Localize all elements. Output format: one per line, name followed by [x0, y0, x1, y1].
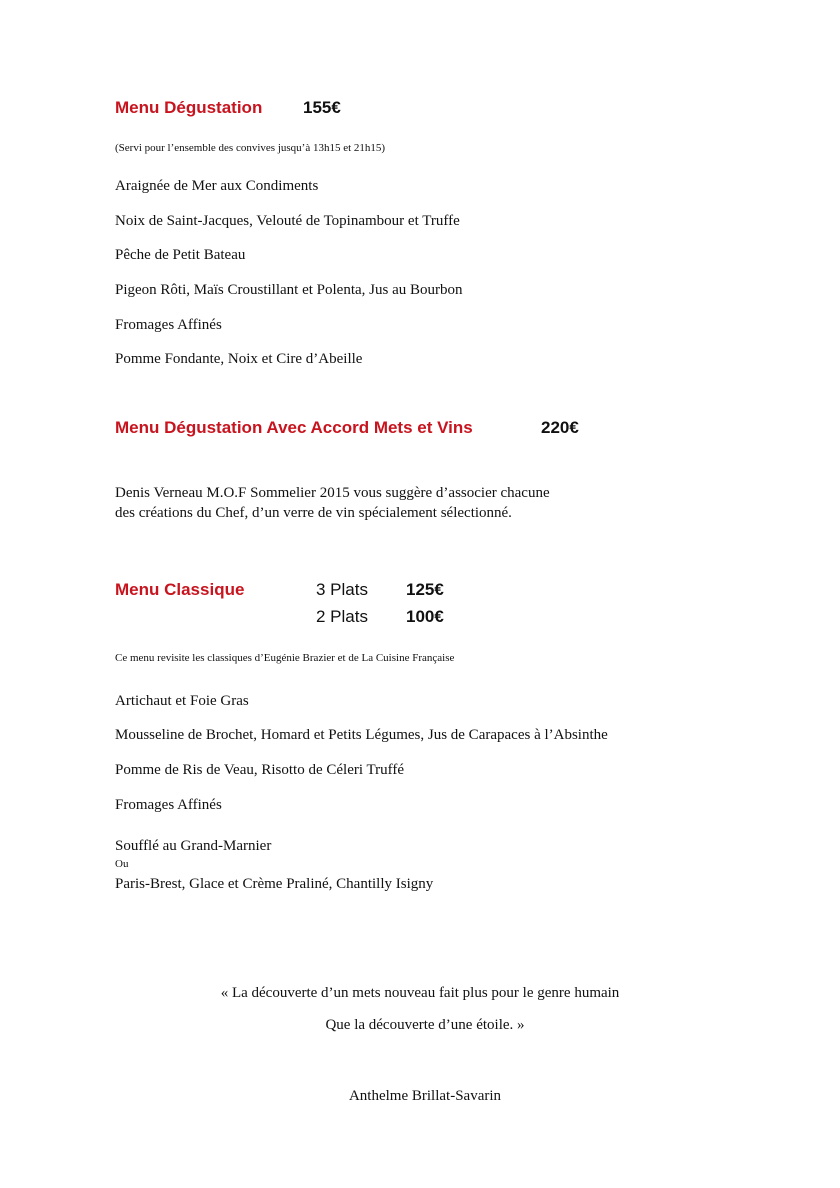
quote-line-1: « La découverte d’un mets nouveau fait plus pour le genre humain	[220, 985, 620, 1001]
accord-text-line-1: Denis Verneau M.O.F Sommelier 2015 vous suggère d’associer chacune	[115, 485, 550, 501]
dish-item: Pomme de Ris de Veau, Risotto de Céleri Truffé	[115, 762, 405, 778]
degustation-note: (Servi pour l’ensemble des convives jusqu’à 13h15 et 21h15)	[115, 142, 386, 154]
accord-title: Menu Dégustation Avec Accord Mets et Vins	[115, 418, 473, 437]
dessert-item: Soufflé au Grand-Marnier	[115, 838, 272, 854]
accord-price: 220€	[541, 418, 579, 437]
quote-author: Anthelme Brillat-Savarin	[348, 1088, 502, 1104]
dish-item: Araignée de Mer aux Condiments	[115, 178, 319, 194]
dish-item: Noix de Saint-Jacques, Velouté de Topinambour et Truffe	[115, 213, 460, 229]
dish-item: Artichaut et Foie Gras	[115, 693, 249, 709]
dish-item: Pomme Fondante, Noix et Cire d’Abeille	[115, 351, 363, 367]
classique-note: Ce menu revisite les classiques d’Eugénie Brazier et de La Cuisine Française	[115, 652, 455, 664]
dish-item: Pigeon Rôti, Maïs Croustillant et Polenta, Jus au Bourbon	[115, 282, 463, 298]
classique-title: Menu Classique	[115, 580, 245, 599]
dish-item: Fromages Affinés	[115, 797, 222, 813]
dessert-or-label: Ou	[115, 858, 129, 870]
dessert-item: Paris-Brest, Glace et Crème Praliné, Chantilly Isigny	[115, 876, 434, 892]
accord-text-line-2: des créations du Chef, d’un verre de vin spécialement sélectionné.	[115, 505, 512, 521]
classique-option-plats: 2 Plats	[316, 607, 368, 626]
classique-option-price: 125€	[406, 580, 444, 599]
degustation-price: 155€	[303, 98, 341, 117]
degustation-title: Menu Dégustation	[115, 98, 263, 117]
dish-item: Mousseline de Brochet, Homard et Petits Légumes, Jus de Carapaces à l’Absinthe	[115, 727, 608, 743]
dish-item: Pêche de Petit Bateau	[115, 247, 246, 263]
dish-item: Fromages Affinés	[115, 317, 222, 333]
quote-line-2: Que la découverte d’une étoile. »	[325, 1017, 525, 1033]
classique-option-plats: 3 Plats	[316, 580, 368, 599]
classique-option-price: 100€	[406, 607, 444, 626]
